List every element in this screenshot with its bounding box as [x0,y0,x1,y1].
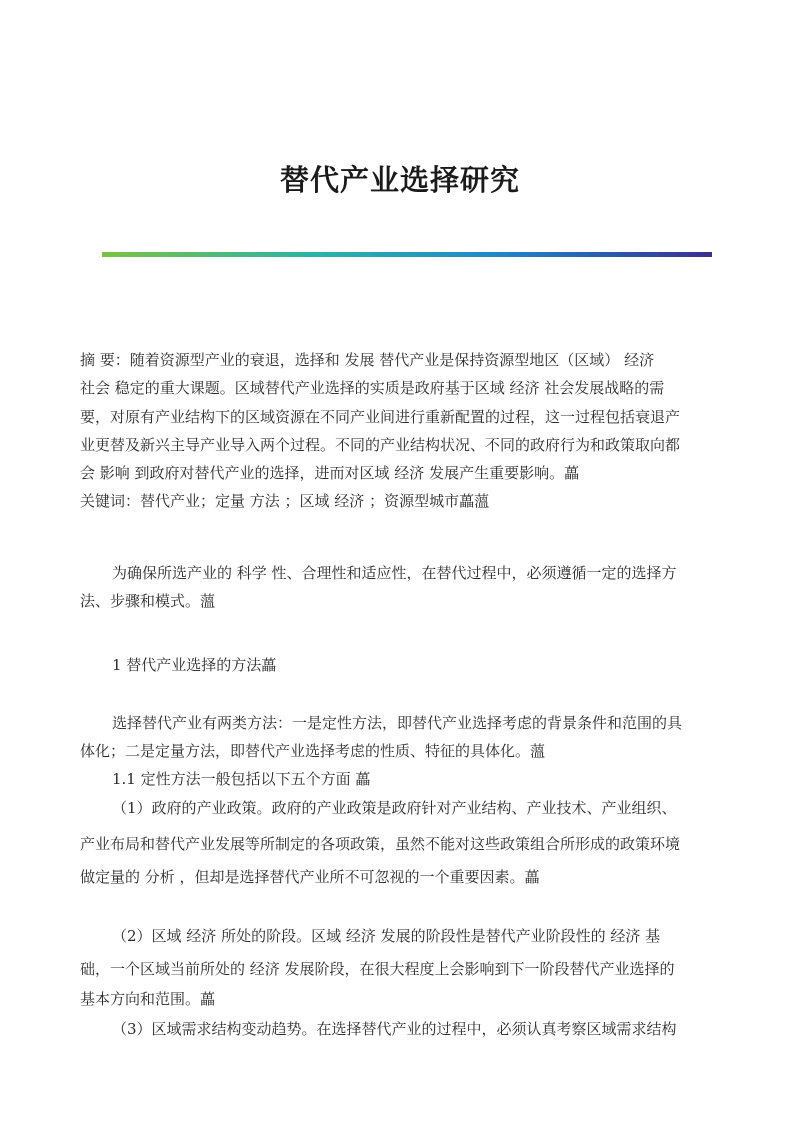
body-line: 为确保所选产业的 科学 性、合理性和适应性，在替代过程中，必须遵循一定的选择方 [112,564,677,582]
body-line: 做定量的 分析 ，但却是选择替代产业所不可忽视的一个重要因素。藟 [80,868,540,886]
abstract-line: 摘 要：随着资源型产业的衰退，选择和 发展 替代产业是保持资源型地区（区域） 经济 [80,351,655,369]
title-divider [102,252,712,257]
body-line: 础，一个区域当前所处的 经济 发展阶段，在很大程度上会影响到下一阶段替代产业选择的 [80,960,675,978]
body-line: 体化；二是定量方法，即替代产业选择考虑的性质、特征的具体化。薀 [80,742,546,760]
document-title: 替代产业选择研究 [279,163,520,197]
section-heading: 1 替代产业选择的方法藟 [112,656,277,674]
body-line: （1）政府的产业政策。政府的产业政策是政府针对产业结构、产业技术、产业组织、 [112,799,677,817]
body-line: （2）区域 经济 所处的阶段。区域 经济 发展的阶段性是替代产业阶段性的 经济 基 [112,927,661,945]
subsection-heading: 1.1 定性方法一般包括以下五个方面 藟 [112,770,371,788]
body-line: 选择替代产业有两类方法：一是定性方法，即替代产业选择考虑的背景条件和范围的具 [112,714,683,732]
abstract-line: 会 影响 到政府对替代产业的选择，进而对区域 经济 发展产生重要影响。藟 [80,464,580,482]
body-line: 产业布局和替代产业发展等所制定的各项政策，虽然不能对这些政策组合所形成的政策环境 [80,835,681,853]
abstract-line: 要，对原有产业结构下的区域资源在不同产业间进行重新配置的过程，这一过程包括衰退产 [80,408,681,426]
keywords-line: 关键词：替代产业；定量 方法 ；区域 经济 ；资源型城市藟薀 [80,492,490,510]
body-line: 基本方向和范围。藟 [80,990,216,1008]
body-line: 法、步骤和模式。薀 [80,592,216,610]
abstract-line: 业更替及新兴主导产业导入两个过程。不同的产业结构状况、不同的政府行为和政策取向都 [80,436,681,454]
body-line: （3）区域需求结构变动趋势。在选择替代产业的过程中，必须认真考察区域需求结构 [112,1020,677,1038]
abstract-line: 社会 稳定的重大课题。区域替代产业选择的实质是政府基于区域 经济 社会发展战略的需 [80,379,665,397]
